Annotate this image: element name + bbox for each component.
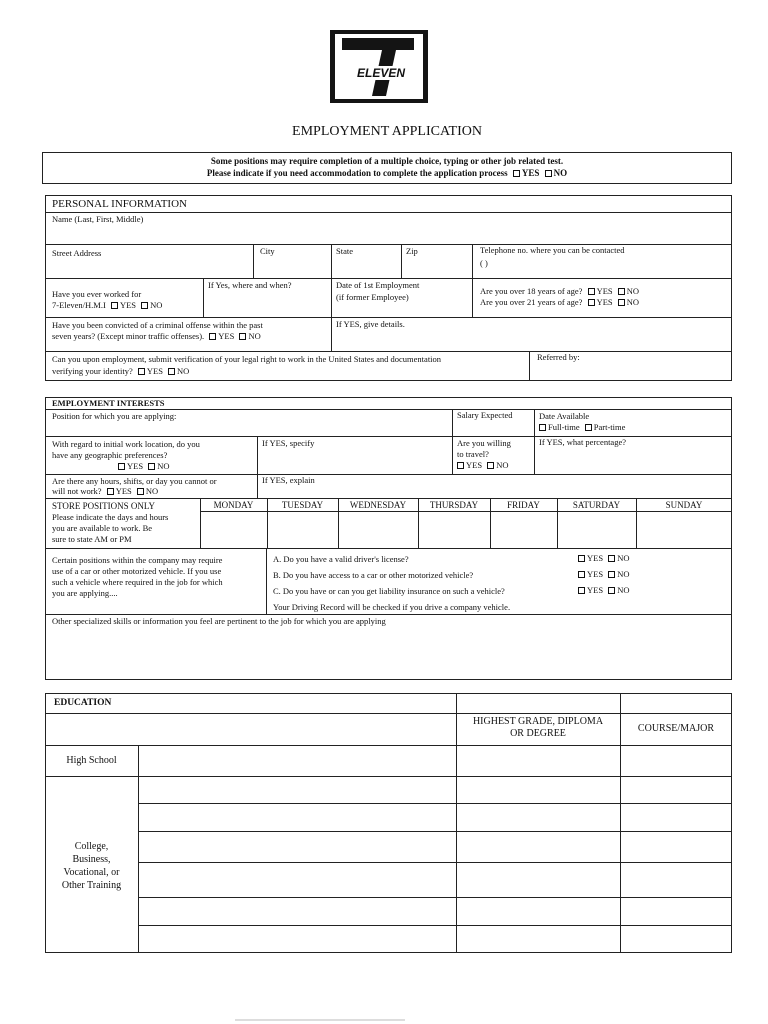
over-18-no-checkbox[interactable]	[618, 288, 625, 295]
hours-yes-label: YES	[115, 486, 132, 496]
geographic-label: With regard to initial work location, do you	[52, 439, 200, 449]
zip-label: Zip	[406, 246, 418, 256]
hours-no-checkbox[interactable]	[137, 488, 144, 495]
employment-interests-heading: EMPLOYMENT INTERESTS	[52, 398, 165, 408]
worked-yes-checkbox[interactable]	[111, 302, 118, 309]
convicted-no-label: NO	[248, 331, 261, 341]
if-yes-explain-label: If YES, explain	[262, 475, 315, 485]
over-21-no-label: NO	[626, 297, 640, 307]
over-21-yes-label: YES	[596, 297, 613, 307]
geographic-no-label: NO	[157, 461, 170, 471]
accommodation-no-checkbox[interactable]	[545, 170, 552, 177]
vehicle-access-no-checkbox[interactable]	[608, 571, 615, 578]
geographic-yes-label: YES	[127, 461, 144, 471]
page-title: EMPLOYMENT APPLICATION	[292, 124, 482, 139]
over-18-yes-checkbox[interactable]	[588, 288, 595, 295]
license-yes-checkbox[interactable]	[578, 555, 585, 562]
travel-yes-label: YES	[466, 460, 483, 470]
vehicle-access-yes-label: YES	[587, 569, 604, 579]
salary-label: Salary Expected	[457, 410, 513, 420]
phone-parentheses: ( )	[480, 258, 488, 268]
notice-line1: Some positions may require completion of a multiple choice, typing or other job related test.	[210, 156, 564, 166]
day-wednesday: WEDNESDAY	[349, 500, 407, 510]
vehicle-desc-line3: such a vehicle where required in the job for which	[52, 577, 223, 587]
store-desc-line2: you are available to work. Be	[52, 523, 153, 533]
vehicle-access-no-label: NO	[617, 569, 630, 579]
convicted-exception: seven years? (Except minor traffic offenses).	[52, 331, 205, 341]
friday-hours-field[interactable]	[491, 512, 556, 547]
monday-hours-field[interactable]	[201, 512, 266, 547]
over-21-label: Are you over 21 years of age?	[480, 297, 583, 307]
college-label-line4: Other Training	[61, 880, 122, 891]
city-label: City	[260, 246, 275, 256]
geographic-yes-no	[115, 462, 169, 472]
logo-text: ELEVEN	[350, 66, 412, 80]
full-time-checkbox[interactable]	[539, 424, 546, 431]
travel-label-line2: to travel?	[457, 449, 489, 459]
day-saturday: SATURDAY	[572, 500, 621, 510]
if-yes-specify-label: If YES, specify	[262, 438, 315, 448]
over-21-no-checkbox[interactable]	[618, 299, 625, 306]
accommodation-yes-label: YES	[521, 168, 540, 178]
worked-no-label: NO	[150, 300, 163, 310]
scan-artifact	[235, 1019, 405, 1021]
verification-label: Can you upon employment, submit verification of your legal right to work in the United States and documentation	[52, 354, 442, 364]
full-time-label: Full-time	[548, 422, 580, 432]
thursday-hours-field[interactable]	[419, 512, 489, 547]
accommodation-no-label: NO	[553, 168, 568, 178]
college-label-line2: Business,	[72, 854, 111, 865]
availability-type-row	[536, 423, 625, 433]
insurance-yes-checkbox[interactable]	[578, 587, 585, 594]
over-18-row	[480, 287, 639, 297]
convicted-yes-label: YES	[218, 331, 235, 341]
personal-info-heading: PERSONAL INFORMATION	[52, 198, 187, 210]
tuesday-hours-field[interactable]	[268, 512, 337, 547]
name-field[interactable]	[46, 226, 731, 243]
referred-by-label: Referred by:	[537, 352, 580, 362]
vehicle-access-question: B. Do you have access to a car or other motorized vehicle?	[273, 570, 474, 580]
vehicle-access-yes-no	[575, 570, 629, 580]
seven-eleven-logo	[330, 30, 428, 103]
insurance-no-checkbox[interactable]	[608, 587, 615, 594]
worked-before-company: 7-Eleven/H.M.I	[52, 300, 106, 310]
license-yes-no	[575, 554, 629, 564]
accommodation-yes-checkbox[interactable]	[513, 170, 520, 177]
hours-no-label: NO	[145, 486, 159, 496]
verification-no-label: NO	[177, 366, 190, 376]
college-label-line1: College,	[74, 841, 109, 852]
geographic-no-checkbox[interactable]	[148, 463, 155, 470]
store-positions-label: STORE POSITIONS ONLY	[52, 501, 155, 511]
over-18-yes-label: YES	[596, 286, 613, 296]
give-details-label: If YES, give details.	[336, 319, 405, 329]
where-when-label: If Yes, where and when?	[208, 280, 292, 290]
first-employment-label: Date of 1st Employment	[336, 280, 420, 290]
worked-before-label: Have you ever worked for	[52, 289, 142, 299]
travel-yes-checkbox[interactable]	[457, 462, 464, 469]
date-available-label: Date Available	[539, 411, 590, 421]
insurance-yes-no	[575, 586, 629, 596]
worked-yes-label: YES	[119, 300, 137, 310]
travel-no-checkbox[interactable]	[487, 462, 494, 469]
college-label	[45, 840, 138, 892]
travel-label: Are you willing	[457, 438, 511, 448]
state-label: State	[336, 246, 353, 256]
hours-label-line2: will not work?	[52, 486, 102, 496]
college-label-line3: Vocational, or	[63, 867, 120, 878]
day-sunday: SUNDAY	[665, 500, 703, 510]
over-18-no-label: NO	[626, 286, 640, 296]
day-thursday: THURSDAY	[429, 500, 479, 510]
grade-column-header-line2: OR DEGREE	[510, 727, 566, 739]
day-monday: MONDAY	[213, 500, 254, 510]
notice-line2-text: Please indicate if you need accommodation to complete the application process	[206, 168, 508, 178]
day-tuesday: TUESDAY	[281, 500, 324, 510]
telephone-label: Telephone no. where you can be contacted	[480, 245, 625, 255]
former-employee-label: (if former Employee)	[336, 292, 409, 302]
over-18-label: Are you over 18 years of age?	[480, 286, 583, 296]
wednesday-hours-field[interactable]	[339, 512, 417, 547]
over-21-yes-checkbox[interactable]	[588, 299, 595, 306]
worked-no-checkbox[interactable]	[141, 302, 148, 309]
day-friday: FRIDAY	[507, 500, 540, 510]
vehicle-desc-line4: you are applying....	[52, 588, 118, 598]
other-skills-field[interactable]	[46, 628, 731, 679]
verification-line2	[52, 367, 189, 377]
street-label: Street Address	[52, 248, 102, 258]
name-label: Name (Last, First, Middle)	[52, 214, 144, 224]
travel-yes-no	[454, 461, 508, 471]
geographic-yes-checkbox[interactable]	[118, 463, 125, 470]
verification-yes-label: YES	[146, 366, 163, 376]
store-desc-line3: sure to state AM or PM	[52, 534, 132, 544]
part-time-checkbox[interactable]	[585, 424, 592, 431]
insurance-no-label: NO	[617, 585, 630, 595]
convicted-no-checkbox[interactable]	[239, 333, 246, 340]
license-yes-label: YES	[587, 553, 604, 563]
geographic-label-line2: have any geographic preferences?	[52, 450, 168, 460]
part-time-label: Part-time	[593, 422, 626, 432]
worked-before-line2	[52, 301, 162, 311]
insurance-yes-label: YES	[587, 585, 604, 595]
convicted-label: Have you been convicted of a criminal offense within the past	[52, 320, 263, 330]
vehicle-access-yes-checkbox[interactable]	[578, 571, 585, 578]
over-21-row	[480, 298, 639, 308]
grade-column-header-line1: HIGHEST GRADE, DIPLOMA	[472, 716, 604, 727]
license-no-label: NO	[617, 553, 630, 563]
verification-identity: verifying your identity?	[52, 366, 133, 376]
notice-line2	[42, 168, 732, 178]
education-heading: EDUCATION	[54, 698, 112, 708]
store-desc-line1: Please indicate the days and hours	[52, 512, 169, 522]
license-no-checkbox[interactable]	[608, 555, 615, 562]
hours-label: Are there any hours, shifts, or day you cannot or	[52, 476, 217, 486]
convicted-line2	[52, 332, 261, 342]
high-school-label: High School	[66, 755, 117, 766]
saturday-hours-field[interactable]	[558, 512, 635, 547]
hours-line2	[52, 487, 158, 497]
travel-percentage-label: If YES, what percentage?	[539, 437, 627, 447]
vehicle-desc-line2: use of a car or other motorized vehicle. If you use	[52, 566, 222, 576]
verification-yes-checkbox[interactable]	[138, 368, 145, 375]
course-column-header: COURSE/MAJOR	[637, 723, 715, 734]
other-skills-label: Other specialized skills or information you feel are pertinent to the job for which you are applying	[52, 616, 386, 626]
insurance-question: C. Do you have or can you get liability insurance on such a vehicle?	[273, 586, 505, 596]
position-label: Position for which you are applying:	[52, 411, 177, 421]
grade-column-header	[456, 716, 620, 739]
vehicle-desc-line1: Certain positions within the company may require	[52, 555, 223, 565]
license-question: A. Do you have a valid driver's license?	[273, 554, 409, 564]
sunday-hours-field[interactable]	[637, 512, 731, 547]
travel-no-label: NO	[496, 460, 509, 470]
high-school-field[interactable]	[139, 746, 455, 775]
convicted-yes-checkbox[interactable]	[209, 333, 216, 340]
hours-yes-checkbox[interactable]	[107, 488, 114, 495]
driving-record-notice: Your Driving Record will be checked if you drive a company vehicle.	[273, 602, 511, 612]
verification-no-checkbox[interactable]	[168, 368, 175, 375]
